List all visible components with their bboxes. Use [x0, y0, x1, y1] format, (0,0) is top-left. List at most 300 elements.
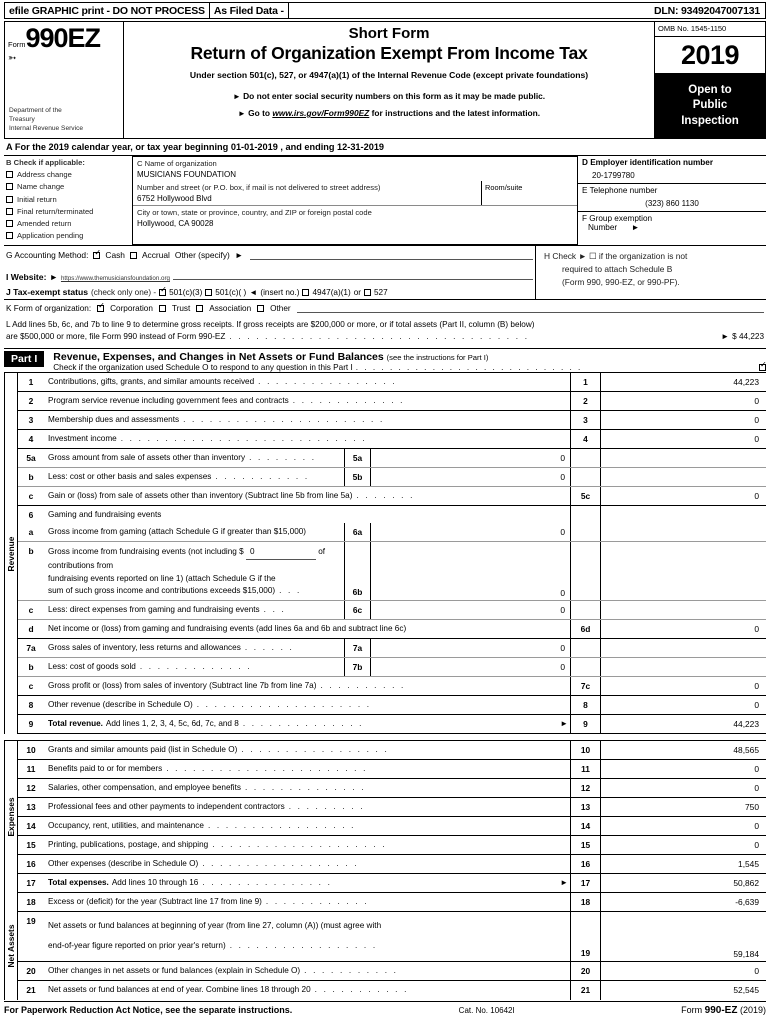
- dept-line-2: Treasury: [9, 116, 35, 124]
- table-row-total-revenue: [18, 715, 766, 734]
- line-amount-value[interactable]: 0: [754, 839, 759, 850]
- line-description-cell: [44, 542, 344, 600]
- city-state-zip-label: City or town, state or province, country, and ZIP or foreign postal code: [137, 208, 372, 217]
- table-row: [18, 779, 766, 798]
- line-amount-value: [601, 601, 766, 619]
- street-address-label: Number and street (or P.O. box, if mail is not delivered to street address): [137, 183, 381, 192]
- line-amount-box: [570, 677, 766, 695]
- org-other-input[interactable]: [297, 304, 764, 313]
- city-state-zip-value: Hollywood, CA 90028: [137, 219, 214, 228]
- street-address-row: [133, 181, 577, 206]
- subbox-value[interactable]: 0: [560, 472, 565, 483]
- insert-no-arrow-icon: ◄: [249, 287, 258, 297]
- leader-dots: . . . . . . . . . . . . . . . . . . . . . . . . . . .: [355, 363, 583, 373]
- line-number: c: [28, 680, 34, 691]
- line-amount-box-empty: [570, 449, 766, 467]
- subbox-value[interactable]: 0: [560, 587, 565, 598]
- leader-dots: . . . . . . . . . .: [320, 680, 406, 690]
- revenue-section: [4, 372, 766, 734]
- expenses-side-tab: [4, 741, 18, 893]
- line-number: 12: [26, 782, 36, 793]
- net-assets-side-tab: [4, 893, 18, 1000]
- subbox-number: 6c: [345, 601, 371, 619]
- room-suite-field: [481, 181, 577, 205]
- line-number: 20: [26, 965, 36, 976]
- ein-label: D Employer identification number: [582, 158, 714, 167]
- table-row: [18, 677, 766, 696]
- line-amount-value[interactable]: 0: [754, 782, 759, 793]
- leader-dots: . . . . . . . . . . . . . .: [244, 782, 366, 792]
- line-box-number: 10: [571, 741, 601, 759]
- line-amount-box: [570, 798, 766, 816]
- line-description-segment-1: Net assets or fund balances at beginning of year (from line 27, column (A)) (must agree with: [48, 920, 382, 930]
- table-row: [18, 601, 766, 620]
- section-b-heading: B Check if applicable:: [6, 158, 85, 167]
- expenses-section: [4, 741, 766, 893]
- check-if-applicable-column: [4, 156, 132, 245]
- line-number: c: [28, 604, 34, 615]
- checkbox-icon[interactable]: [6, 220, 13, 227]
- line-description: Gross sales of inventory, less returns and allowances: [48, 642, 241, 652]
- checkbox-other-org-icon[interactable]: [257, 305, 264, 312]
- line-amount-box: [570, 715, 766, 733]
- line-amount-value[interactable]: 750: [745, 801, 759, 812]
- checkbox-initial-return[interactable]: [6, 195, 130, 204]
- subbox-number: 6a: [345, 523, 371, 541]
- checkbox-application-pending[interactable]: [6, 231, 130, 240]
- room-suite-label: Room/suite: [485, 183, 523, 192]
- table-row: [18, 430, 766, 449]
- subbox-value[interactable]: 0: [560, 604, 565, 615]
- line-subbox: [344, 468, 570, 486]
- line-box-number: 11: [571, 760, 601, 778]
- checkbox-trust-icon[interactable]: [159, 305, 166, 312]
- org-corporation-label: Corporation: [110, 304, 153, 314]
- line-description-cell: [44, 962, 570, 980]
- revenue-rows: [18, 373, 766, 734]
- accounting-other-input[interactable]: [250, 251, 533, 260]
- line-description-cell: [44, 981, 570, 1000]
- line-amount-value[interactable]: 50,862: [733, 877, 759, 888]
- group-exemption-number-row: [582, 223, 762, 232]
- line-description-cell: [44, 620, 570, 638]
- line-amount-value[interactable]: 0: [754, 680, 759, 691]
- checkbox-4947a1-icon[interactable]: [302, 289, 309, 296]
- checkbox-address-change[interactable]: [6, 170, 130, 179]
- line-description-segment-4: sum of such gross income and contributions exceeds $15,000): [48, 586, 276, 596]
- table-row: [18, 392, 766, 411]
- tax-status-or-label: or: [353, 287, 361, 297]
- open-line-3: Inspection: [681, 114, 739, 127]
- website-rule: [173, 272, 533, 280]
- line-amount-value[interactable]: 59,184: [733, 948, 759, 959]
- website-url-value[interactable]: https://www.themusiciansfoundation.org: [60, 275, 170, 283]
- line-box-number: 21: [571, 981, 601, 1000]
- line-description-cell: [44, 696, 570, 714]
- line-subbox: [344, 601, 570, 619]
- line-description-segment-2: of contributions from: [48, 547, 326, 570]
- line-box-number: [571, 601, 601, 619]
- group-exemption-arrow-icon: ►: [631, 223, 640, 232]
- expenses-rows: [18, 741, 766, 893]
- line-subbox: [344, 523, 570, 541]
- line-amount-box: [570, 962, 766, 980]
- line-amount-value: [601, 639, 766, 657]
- form-masthead: [4, 21, 766, 139]
- line-box-number: 3: [571, 411, 601, 429]
- line-description: Gain or (loss) from sale of assets other than inventory (Subtract line 5b from line 5a): [48, 491, 353, 501]
- line-box-number: 16: [571, 855, 601, 873]
- leader-dots: . . . . . . . . .: [288, 801, 365, 811]
- line-amount-box-empty: [570, 542, 766, 600]
- line-description-cell: [44, 373, 570, 391]
- line-amount-box: [570, 981, 766, 1000]
- expenses-tab-label: Expenses: [6, 797, 16, 837]
- gross-receipts-arrow-icon: ►: [721, 332, 730, 342]
- schedule-o-check-row[interactable]: [53, 363, 766, 372]
- line-description-cell: [44, 658, 344, 676]
- checkbox-association-icon[interactable]: [196, 305, 203, 312]
- checkbox-icon[interactable]: [6, 183, 13, 190]
- revenue-side-tab: [4, 373, 18, 734]
- line-amount-value: [601, 449, 766, 467]
- line-description-cell: [44, 836, 570, 854]
- ein-field: [578, 156, 766, 184]
- group-exemption-number-label: Number: [588, 223, 618, 232]
- table-row: [18, 639, 766, 658]
- line-box-number: [571, 658, 601, 676]
- line-amount-value[interactable]: 44,223: [733, 718, 759, 729]
- line-amount-value[interactable]: 0: [754, 434, 759, 445]
- line-description: Investment income: [48, 434, 117, 444]
- org-other-label: Other: [270, 304, 291, 314]
- form-title-block: [124, 22, 655, 138]
- line-description-cell: [44, 430, 570, 448]
- org-trust-label: Trust: [171, 304, 191, 314]
- leader-dots: . . . . . . . . . . . . . . . . .: [229, 940, 378, 950]
- line-number: 7a: [26, 642, 36, 653]
- line-description-segment-3: fundraising events reported on line 1) (attach Schedule G if the: [48, 573, 276, 583]
- subbox-value[interactable]: 0: [560, 453, 565, 464]
- tax-exempt-status-note: (check only one) -: [91, 287, 157, 297]
- bullet-no-ssn: [124, 91, 654, 101]
- checkbox-527-icon[interactable]: [364, 289, 371, 296]
- checkbox-icon[interactable]: [6, 171, 13, 178]
- line-description: Gross profit or (loss) from sales of inventory (Subtract line 7b from line 7a): [48, 680, 317, 690]
- line-description-segment-2-row: [48, 936, 568, 956]
- line-box-number: 8: [571, 696, 601, 714]
- accounting-other-label: Other (specify): [174, 250, 230, 261]
- line-description: Other revenue (describe in Schedule O): [48, 699, 193, 709]
- form-of-organization-label: K Form of organization:: [6, 304, 92, 314]
- line-amount-value[interactable]: 0: [754, 396, 759, 407]
- checkbox-icon[interactable]: [6, 196, 13, 203]
- line-amount-box: [570, 760, 766, 778]
- leader-dots: . . . . . . . . . . . . . . . . . . . .: [212, 839, 387, 849]
- line-number: 4: [28, 434, 34, 445]
- line-amount-value: [601, 506, 766, 523]
- line-amount-box-empty: [570, 468, 766, 486]
- line-amount-value[interactable]: 0: [754, 763, 759, 774]
- ein-value: 20-1799780: [592, 171, 635, 180]
- omb-year-block: [655, 22, 765, 138]
- checkbox-amended-return[interactable]: [6, 219, 130, 228]
- table-row: [18, 468, 766, 487]
- line-description-cell: [44, 715, 570, 733]
- line-amount-box: [570, 855, 766, 873]
- checkbox-name-change-label: Name change: [17, 182, 65, 192]
- leader-dots: . . . . . . . . . . . . . . . . . . . . . . . . . . . . . . . . . .: [229, 332, 530, 342]
- open-to-public-inspection-banner: [655, 74, 765, 138]
- group-exemption-field: [578, 212, 766, 234]
- line-box-number: 7c: [571, 677, 601, 695]
- line-amount-value: [601, 468, 766, 486]
- line-amount-box: [570, 373, 766, 391]
- table-row: [18, 817, 766, 836]
- line-amount-box: [570, 779, 766, 797]
- line-box-number: 13: [571, 798, 601, 816]
- line-subbox: [344, 542, 570, 600]
- tax-status-insert-no-label: (insert no.): [260, 287, 300, 297]
- subbox-number: 5b: [345, 468, 371, 486]
- line-description-cell: [44, 817, 570, 835]
- footer-form-word: Form: [681, 1004, 703, 1015]
- line-box-number: 20: [571, 962, 601, 980]
- line-amount-value[interactable]: -6,639: [735, 896, 759, 907]
- line-amount-box-empty: [570, 506, 766, 523]
- checkbox-name-change[interactable]: [6, 182, 130, 191]
- catalog-number: Cat. No. 10642I: [458, 1005, 515, 1015]
- tax-exempt-status-row: [6, 287, 533, 297]
- leader-dots: . . . . . . . . . . .: [304, 965, 399, 975]
- line-amount-value[interactable]: 0: [754, 623, 759, 634]
- table-row: [18, 487, 766, 506]
- tax-status-527-label: 527: [374, 287, 388, 297]
- schedule-b-line-1[interactable]: H Check ► ☐ if the organization is not: [544, 251, 688, 262]
- line-amount-value[interactable]: 0: [754, 491, 759, 502]
- line-description-cell: [44, 893, 570, 911]
- line-amount-value[interactable]: 0: [754, 699, 759, 710]
- table-row: [18, 798, 766, 817]
- efile-header-strip: [4, 2, 766, 19]
- total-expenses-arrow-icon: ►: [560, 877, 568, 887]
- line-description: Benefits paid to or for members: [48, 763, 163, 773]
- efile-graphic-print-label: efile GRAPHIC print - DO NOT PROCESS: [5, 3, 210, 18]
- line-description: Other expenses (describe in Schedule O): [48, 858, 199, 868]
- line-number: 8: [28, 699, 34, 710]
- org-association-label: Association: [209, 304, 252, 314]
- leader-dots: . . . . . . . . . . . . . . . . . .: [202, 858, 359, 868]
- accounting-accrual-label: Accrual: [141, 250, 170, 261]
- schedule-b-line-3: (Form 990, 990-EZ, or 990-PF).: [562, 276, 680, 287]
- dept-line-3: Internal Revenue Service: [9, 125, 84, 133]
- form-word-label: Form: [8, 40, 26, 49]
- goto-prefix: Go to: [248, 108, 271, 118]
- form-number-label: 990EZ: [25, 23, 101, 53]
- part-one-title: Revenue, Expenses, and Changes in Net Assets or Fund Balances: [53, 351, 384, 364]
- organization-info-block: [4, 155, 766, 245]
- checkbox-icon[interactable]: [6, 232, 13, 239]
- table-row: [18, 893, 766, 912]
- org-name-value: MUSICIANS FOUNDATION: [137, 170, 236, 179]
- table-row: [18, 620, 766, 639]
- subbox-value[interactable]: 0: [560, 642, 565, 653]
- line-amount-value: [601, 542, 766, 600]
- line-description-segment-1: Gross income from fundraising events (not including $: [48, 547, 244, 557]
- line-amount-box: [570, 487, 766, 505]
- line-number: 16: [26, 858, 36, 869]
- bullet-no-ssn-text: Do not enter social security numbers on this form as it may be made public.: [243, 91, 546, 101]
- line-number: 14: [26, 820, 36, 831]
- street-address-value: 6752 Hollywood Blvd: [137, 194, 212, 203]
- accounting-method-row: [6, 250, 533, 260]
- line-description: Less: direct expenses from gaming and fundraising events: [48, 604, 260, 614]
- leader-dots: . . . . . . . . . . . . . . .: [202, 877, 333, 887]
- line-box-number: 19: [571, 912, 601, 961]
- line-number: a: [28, 527, 34, 538]
- subbox-number: 6b: [345, 542, 371, 600]
- line-amount-value[interactable]: 44,223: [733, 377, 759, 388]
- leader-dots: . . . . . . . . . . . . . . . . . . . . . . .: [166, 763, 368, 773]
- line-number: 18: [26, 896, 36, 907]
- subbox-value[interactable]: 0: [560, 527, 565, 538]
- open-line-1: Open to: [688, 83, 732, 96]
- form-subtitle: Under section 501(c), 527, or 4947(a)(1) of the Internal Revenue Code (except private foundations): [189, 70, 589, 80]
- line-amount-value[interactable]: 0: [754, 820, 759, 831]
- line-box-number: 6d: [571, 620, 601, 638]
- checkbox-final-return-label: Final return/terminated: [17, 206, 94, 216]
- checkbox-initial-return-label: Initial return: [17, 194, 57, 204]
- line-amount-box: [570, 893, 766, 911]
- checkbox-amended-return-label: Amended return: [17, 218, 72, 228]
- line-description: Gross income from gaming (attach Schedule G if greater than $15,000): [48, 527, 307, 537]
- line-amount-box: [570, 696, 766, 714]
- checkbox-cash-icon[interactable]: [93, 252, 100, 259]
- checkbox-schedule-o-icon[interactable]: [759, 364, 766, 371]
- line-number: 1: [28, 377, 34, 388]
- line-description: Net income or (loss) from gaming and fundraising events (add lines 6a and 6b and subtract line 6c): [48, 623, 407, 633]
- bullet-goto-link-row: [124, 108, 654, 118]
- checkbox-501c-other-icon[interactable]: [205, 289, 212, 296]
- line-description: Membership dues and assessments: [48, 415, 180, 425]
- net-assets-rows: [18, 893, 766, 1000]
- line-amount-value: [601, 523, 766, 541]
- line-description-cell: [44, 411, 570, 429]
- line-description-segment-2: end-of-year figure reported on prior year's return): [48, 940, 226, 950]
- line-description: Salaries, other compensation, and employee benefits: [48, 782, 241, 792]
- line-description: Professional fees and other payments to independent contractors: [48, 801, 285, 811]
- telephone-value: (323) 860 1130: [645, 199, 699, 208]
- table-row: [18, 981, 766, 1000]
- line-number: 13: [26, 801, 36, 812]
- line-amount-value[interactable]: 48,565: [733, 744, 759, 755]
- line-description-cell: [44, 487, 570, 505]
- accounting-method-and-schedule-b-block: [4, 245, 766, 299]
- accounting-method-label: G Accounting Method:: [6, 250, 89, 261]
- telephone-field: [578, 184, 766, 212]
- line-amount-box-empty: [570, 639, 766, 657]
- line-amount-box-empty: [570, 658, 766, 676]
- line-amount-value[interactable]: 0: [754, 965, 759, 976]
- org-name-field: [133, 157, 577, 181]
- line-description-cell: [44, 506, 570, 523]
- line-description-segment-4-row: [48, 585, 342, 598]
- triangle-bullet-icon: ►: [232, 92, 241, 101]
- line-amount-value[interactable]: 52,545: [733, 984, 759, 995]
- leader-dots: . . . . . .: [244, 642, 295, 652]
- line-subbox: [344, 658, 570, 676]
- irs-form990ez-link[interactable]: www.irs.gov/Form990EZ: [272, 108, 370, 118]
- line-number: 17: [26, 877, 36, 888]
- checkbox-address-change-label: Address change: [17, 170, 72, 180]
- line-description: Gaming and fundraising events: [48, 510, 162, 520]
- line-box-number: 17: [571, 874, 601, 892]
- leader-dots: . . . . . . . . . . .: [215, 472, 310, 482]
- footer-form-number: 990-EZ: [704, 1004, 738, 1016]
- table-row: [18, 523, 766, 542]
- dln-label: DLN: 93492047007131: [654, 4, 760, 17]
- form-main-title: Return of Organization Exempt From Income Tax: [190, 43, 588, 63]
- table-row: [18, 741, 766, 760]
- line-number: d: [28, 623, 34, 634]
- line-box-number: [571, 506, 601, 523]
- checkbox-501c3-icon[interactable]: [159, 289, 166, 296]
- line-amount-value[interactable]: 0: [754, 415, 759, 426]
- line-description: Net assets or fund balances at end of year. Combine lines 18 through 20: [48, 984, 311, 994]
- tax-status-501c-label: 501(c)( ): [215, 287, 247, 297]
- line-number: 15: [26, 839, 36, 850]
- line-amount-box: [570, 836, 766, 854]
- fundraising-contributions-amount[interactable]: 0: [246, 546, 316, 560]
- subbox-number: 7b: [345, 658, 371, 676]
- section-gap: [4, 734, 766, 741]
- leader-dots: . . . . . . . . . . . . . .: [242, 718, 364, 728]
- line-number: 2: [28, 396, 34, 407]
- line-box-number: [571, 449, 601, 467]
- table-row: [18, 373, 766, 392]
- line-description: Contributions, gifts, grants, and similar amounts received: [48, 377, 255, 387]
- dept-line-1: Department of the: [9, 107, 62, 115]
- line-description-cell: [44, 741, 570, 759]
- line-amount-box: [570, 392, 766, 410]
- website-arrow-icon: ►: [49, 272, 58, 283]
- leader-dots: . . . . . . . . . . . . . . . . . . . .: [196, 699, 372, 709]
- line-number: 3: [28, 415, 34, 426]
- line-description-cell: [44, 523, 344, 541]
- subbox-value[interactable]: 0: [560, 661, 565, 672]
- street-address-field: [133, 181, 481, 205]
- part-one-title-row: [53, 351, 766, 363]
- department-block: [9, 107, 83, 134]
- line-subbox: [344, 449, 570, 467]
- line-description-cell: [44, 639, 344, 657]
- checkbox-accrual-icon[interactable]: [130, 252, 137, 259]
- checkbox-icon[interactable]: [6, 208, 13, 215]
- table-row: [18, 658, 766, 677]
- leader-dots: . . . . . . . . . . . . . . . . . . . . . . . . . . . .: [120, 434, 367, 444]
- line-amount-value[interactable]: 1,545: [738, 858, 759, 869]
- total-expenses-lead: Total expenses.: [48, 877, 109, 887]
- tax-status-4947a1-label: 4947(a)(1): [312, 287, 351, 297]
- telephone-label: E Telephone number: [582, 186, 658, 195]
- subbox-number: 5a: [345, 449, 371, 467]
- footer-form-year: (2019): [739, 1004, 766, 1015]
- checkbox-corporation-icon[interactable]: [97, 305, 104, 312]
- line-number: b: [28, 472, 34, 483]
- checkbox-final-return[interactable]: [6, 207, 130, 216]
- as-filed-data-label: As Filed Data -: [210, 3, 289, 18]
- schedule-b-check-column: [536, 246, 766, 299]
